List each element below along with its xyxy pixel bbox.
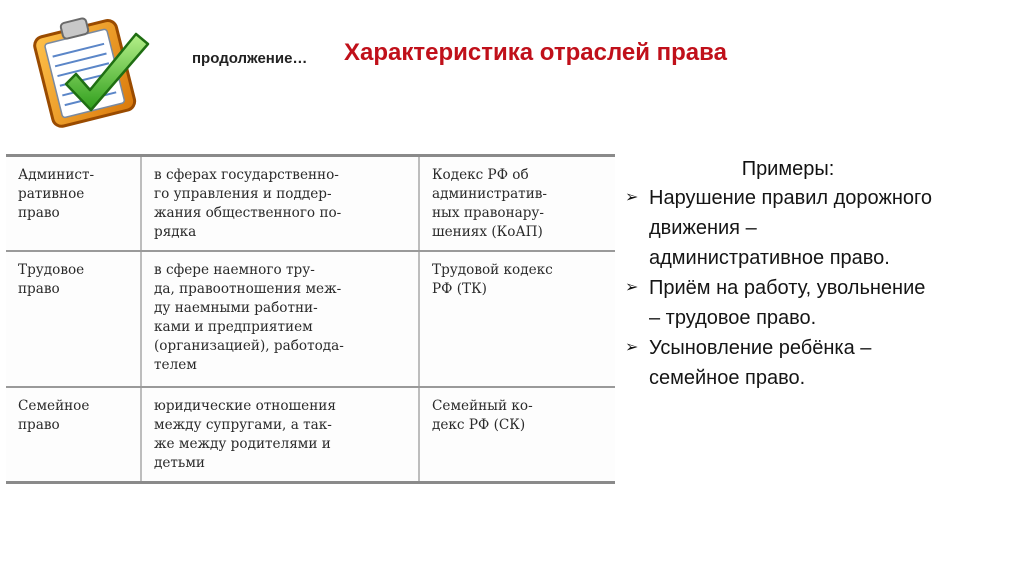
example-line: Нарушение правил дорожного — [649, 187, 932, 209]
cell-line: право — [18, 281, 60, 298]
branch-cell — [6, 387, 141, 483]
cell-line: рядка — [154, 224, 197, 240]
table-row — [6, 156, 615, 252]
sphere-cell — [141, 156, 419, 252]
cell-line: Админист- — [18, 167, 95, 183]
branch-cell — [6, 251, 141, 386]
example-line: – трудовое право. — [649, 307, 817, 329]
cell-line: ду наемными работни- — [154, 300, 318, 317]
sphere-cell — [141, 251, 419, 386]
cell-line: в сфере наемного тру- — [154, 262, 315, 279]
cell-line: между супругами, а так- — [154, 416, 332, 433]
cell-line: право — [18, 416, 60, 433]
cell-line: право — [18, 205, 60, 221]
arrow-bullet-icon: ➢ — [625, 339, 639, 356]
page-title: Характеристика отраслей права — [344, 39, 727, 66]
example-line: Усыновление ребёнка – — [649, 337, 872, 359]
examples-panel — [621, 158, 1021, 393]
cell-line: да, правоотношения меж- — [154, 281, 342, 298]
cell-line: Кодекс РФ об — [432, 167, 529, 183]
code-cell — [419, 387, 615, 483]
cell-line: в сферах государственно- — [154, 167, 339, 183]
cell-line: телем — [154, 357, 197, 374]
arrow-bullet-icon: ➢ — [625, 189, 639, 206]
sphere-cell — [141, 387, 419, 483]
cell-line: го управления и поддер- — [154, 186, 332, 202]
cell-line: жания общественного по- — [154, 205, 342, 221]
cell-line: юридические отношения — [154, 397, 336, 414]
example-item — [621, 273, 1021, 333]
cell-line: Трудовой кодекс — [432, 262, 553, 279]
cell-line: ками и предприятием — [154, 319, 313, 336]
example-item — [621, 333, 1021, 393]
branch-cell — [6, 156, 141, 252]
cell-line: (организацией), работода- — [154, 338, 344, 355]
example-line: семейное право. — [649, 367, 806, 389]
cell-line: Семейный ко- — [432, 397, 533, 414]
cell-line: РФ (ТК) — [432, 281, 487, 298]
arrow-bullet-icon: ➢ — [625, 279, 639, 296]
code-cell — [419, 156, 615, 252]
cell-line: Трудовое — [18, 262, 85, 279]
title-continuation-label: продолжение… — [192, 50, 308, 67]
cell-line: ных правонару- — [432, 205, 545, 221]
example-line: движения – — [649, 217, 757, 239]
cell-line: Семейное — [18, 397, 90, 414]
cell-line: детьми — [154, 454, 205, 471]
table-row — [6, 251, 615, 386]
example-line: Приём на работу, увольнение — [649, 277, 926, 299]
law-branches-table — [6, 154, 615, 484]
example-line: административное право. — [649, 247, 890, 269]
cell-line: шениях (КоАП) — [432, 224, 543, 240]
cell-line: же между родителями и — [154, 435, 331, 452]
cell-line: административ- — [432, 186, 547, 202]
table-row — [6, 387, 615, 483]
cell-line: ративное — [18, 186, 85, 202]
clipboard-checklist-icon — [24, 8, 156, 128]
cell-line: декс РФ (СК) — [432, 416, 526, 433]
examples-heading: Примеры: — [741, 158, 835, 180]
code-cell — [419, 251, 615, 386]
example-item — [621, 183, 1021, 273]
